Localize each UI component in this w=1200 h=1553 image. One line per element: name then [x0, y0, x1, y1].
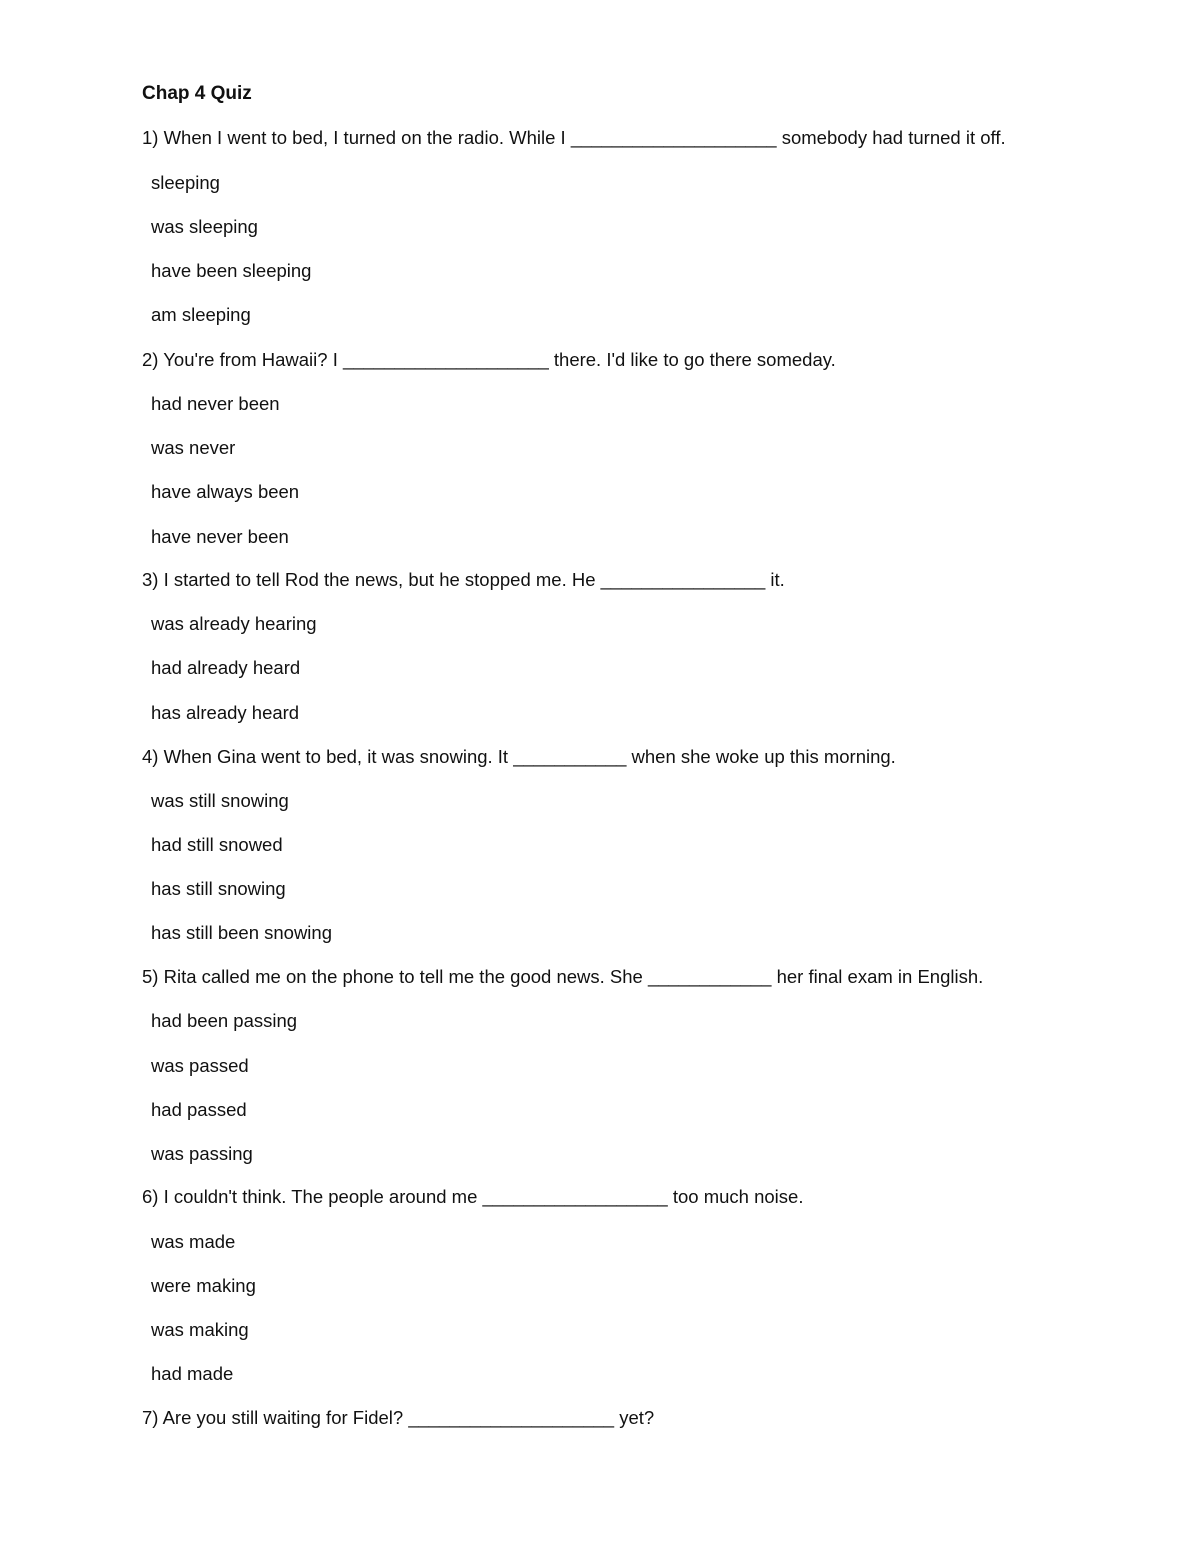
option-4d[interactable]: has still been snowing: [151, 922, 332, 943]
question-text: When Gina went to bed, it was snowing. It ___________ when she woke up this morning.: [163, 746, 896, 767]
option-5a[interactable]: had been passing: [151, 1010, 298, 1031]
option-4a[interactable]: was still snowing: [151, 790, 289, 811]
option-3c[interactable]: has already heard: [151, 702, 300, 723]
option-1b[interactable]: was sleeping: [151, 216, 258, 237]
page-title: Chap 4 Quiz: [142, 83, 252, 104]
question-text: I started to tell Rod the news, but he stopped me. He ________________ it.: [163, 569, 785, 590]
option-1a[interactable]: sleeping: [151, 172, 220, 193]
question-text: You're from Hawaii? I ____________________ there. I'd like to go there someday.: [163, 349, 836, 370]
option-6c[interactable]: was making: [151, 1319, 249, 1340]
option-2c[interactable]: have always been: [151, 481, 300, 502]
question-4: [142, 745, 896, 769]
option-5c[interactable]: had passed: [151, 1099, 247, 1120]
question-number: 7): [142, 1407, 159, 1428]
question-number: 3): [142, 569, 159, 590]
option-2b[interactable]: was never: [151, 437, 236, 458]
question-number: 2): [142, 349, 159, 370]
option-4c[interactable]: has still snowing: [151, 878, 286, 899]
question-6: [142, 1185, 803, 1209]
question-text: Are you still waiting for Fidel? ____________________ yet?: [162, 1407, 655, 1428]
question-number: 1): [142, 127, 159, 148]
question-number: 5): [142, 966, 159, 987]
question-number: 4): [142, 746, 159, 767]
option-3a[interactable]: was already hearing: [151, 613, 317, 634]
option-4b[interactable]: had still snowed: [151, 834, 283, 855]
option-1c[interactable]: have been sleeping: [151, 260, 312, 281]
option-6b[interactable]: were making: [151, 1275, 256, 1296]
question-2: [142, 348, 836, 372]
question-text: Rita called me on the phone to tell me the good news. She ____________ her final exam in English.: [163, 966, 984, 987]
question-5: [142, 965, 983, 989]
question-text: When I went to bed, I turned on the radio. While I ____________________ somebody had turned it off.: [163, 127, 1006, 148]
option-6d[interactable]: had made: [151, 1363, 234, 1384]
question-number: 6): [142, 1186, 159, 1207]
question-1: [142, 126, 1006, 150]
question-text: I couldn't think. The people around me __________________ too much noise.: [163, 1186, 804, 1207]
option-2d[interactable]: have never been: [151, 526, 289, 547]
question-7: [142, 1406, 654, 1430]
question-3: [142, 568, 785, 592]
option-5b[interactable]: was passed: [151, 1055, 249, 1076]
option-5d[interactable]: was passing: [151, 1143, 253, 1164]
option-6a[interactable]: was made: [151, 1231, 236, 1252]
option-2a[interactable]: had never been: [151, 393, 280, 414]
option-1d[interactable]: am sleeping: [151, 304, 251, 325]
option-3b[interactable]: had already heard: [151, 657, 301, 678]
